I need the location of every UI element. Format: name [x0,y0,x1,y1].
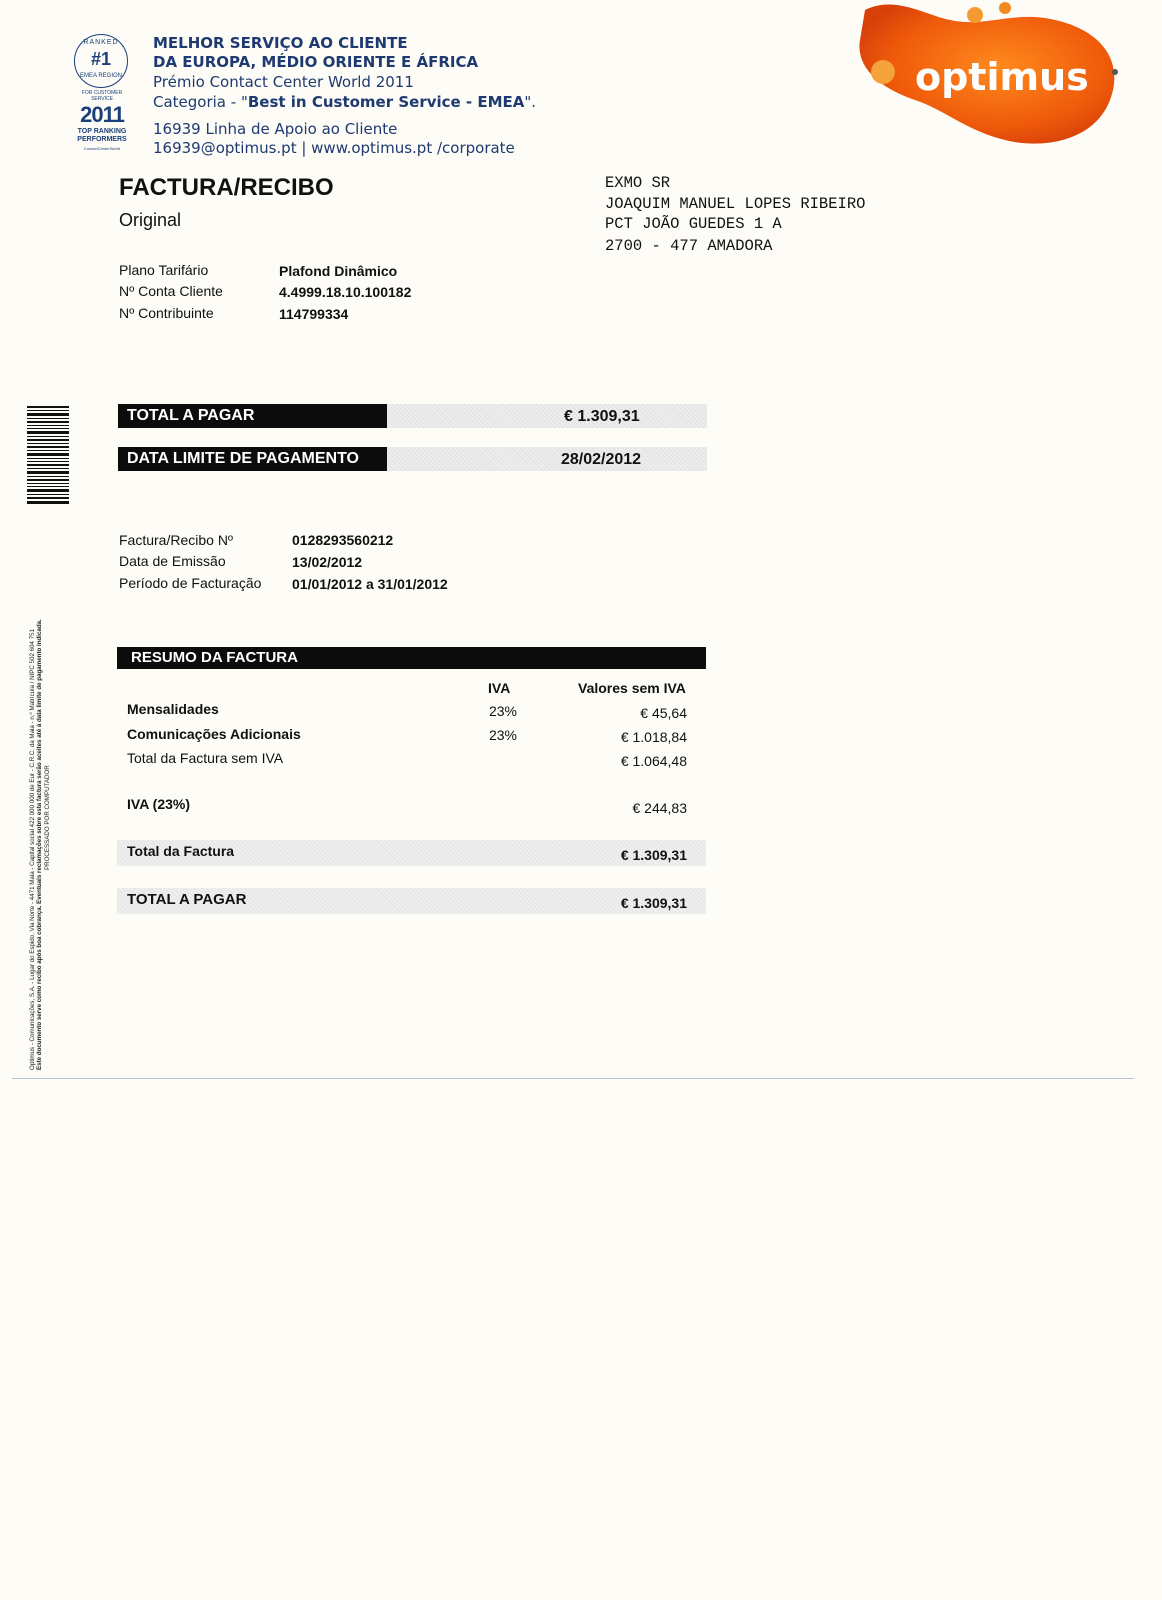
row-mensalidades-label: Mensalidades [127,701,219,717]
perforation-line [12,1078,1134,1079]
total-pagar-label: TOTAL A PAGAR [118,404,387,428]
row-mensalidades-iva: 23% [488,703,518,719]
badge-org: ContactCenterWorld [83,146,121,151]
row-comunicacoes-label: Comunicações Adicionais [127,726,301,742]
row-total-sem-iva-value: € 1.064,48 [620,753,687,769]
data-emissao-value: 13/02/2012 [292,554,363,570]
address-line-4: 2700 - 477 AMADORA [605,237,773,255]
award-line-3: Prémio Contact Center World 2011 [153,73,414,91]
data-limite-bar [118,447,707,471]
iva-value: € 244,83 [632,800,687,816]
support-line: 16939 Linha de Apoio ao Cliente [153,120,398,138]
award-badge [72,34,130,152]
row-total-sem-iva-label: Total da Factura sem IVA [127,750,284,766]
svg-text:PROCESSADO POR COMPUTADOR: PROCESSADO POR COMPUTADOR [44,765,51,870]
col-valores-header: Valores sem IVA [578,680,686,696]
periodo-label: Período de Facturação [119,575,262,591]
col-iva-header: IVA [488,680,511,696]
total-pagar-value: € 1.309,31 [564,408,640,425]
badge-category: FOR CUSTOMER SERVICE [81,90,123,102]
svg-text:Este documento serve como reci: Este documento serve como recibo após boa cobrança. Eventuais reclamações sobre esta factura serão aceites até à data limite de pagamento indicada. [36,619,43,1070]
svg-text:optimus: optimus [915,55,1089,99]
barcode-icon [27,406,69,504]
row-comunicacoes-value: € 1.018,84 [620,729,687,745]
plano-label: Plano Tarifário [119,262,209,278]
logo-blob-icon [855,0,1125,150]
optimus-logo [855,0,1125,150]
factura-numero-label: Factura/Recibo Nº [119,532,234,548]
address-line-2: JOAQUIM MANUEL LOPES RIBEIRO [605,195,866,213]
badge-ranked: RANKED [83,39,119,46]
factura-numero-value: 0128293560212 [292,532,394,548]
legal-side-text [28,550,52,1070]
document-title: FACTURA/RECIBO [119,174,334,201]
award-line-4: Categoria - "Best in Customer Service - EMEA". [153,93,537,111]
data-emissao-label: Data de Emissão [119,553,226,569]
contribuinte-value: 114799334 [279,306,349,322]
total-pagar-bar [118,404,707,428]
address-line-1: EXMO SR [605,174,671,192]
total-pagar-summary-label: TOTAL A PAGAR [127,891,247,908]
data-limite-value: 28/02/2012 [561,451,642,468]
address-line-3: PCT JOÃO GUEDES 1 A [605,215,782,233]
badge-top: TOP RANKING PERFORMERS [77,128,127,143]
resumo-header: RESUMO DA FACTURA [117,647,706,669]
award-line-1: MELHOR SERVIÇO AO CLIENTE [153,34,408,52]
badge-year: 2011 [80,102,124,127]
iva-label: IVA (23%) [127,796,191,812]
plano-value: Plafond Dinâmico [279,263,398,279]
badge-number: #1 [90,49,112,69]
badge-region: EMEA REGION [79,73,122,79]
periodo-value: 01/01/2012 a 31/01/2012 [292,576,448,592]
conta-label: Nº Conta Cliente [119,283,223,299]
row-mensalidades-value: € 45,64 [640,705,687,721]
award-line-2: DA EUROPA, MÉDIO ORIENTE E ÁFRICA [153,53,479,71]
total-factura-label: Total da Factura [127,843,235,859]
conta-value: 4.4999.18.10.100182 [279,284,412,300]
total-pagar-summary-value: € 1.309,31 [620,895,687,911]
document-subtitle: Original [119,210,182,230]
data-limite-label: DATA LIMITE DE PAGAMENTO [118,447,387,471]
contact-line: 16939@optimus.pt | www.optimus.pt /corporate [153,139,515,157]
contribuinte-label: Nº Contribuinte [119,305,214,321]
award-seal [74,34,128,88]
svg-text:Optimus - Comunicações, S.A. -: Optimus - Comunicações, S.A. - Lugar do Espido, Via Norte - 4471 Maia - Capital social 422 000 000 de Eur - C.R.C. da Maia - n.º Matrícula / NIPC 502 604 751 [29,629,36,1070]
total-factura-value: € 1.309,31 [620,847,687,863]
row-comunicacoes-iva: 23% [488,727,518,743]
